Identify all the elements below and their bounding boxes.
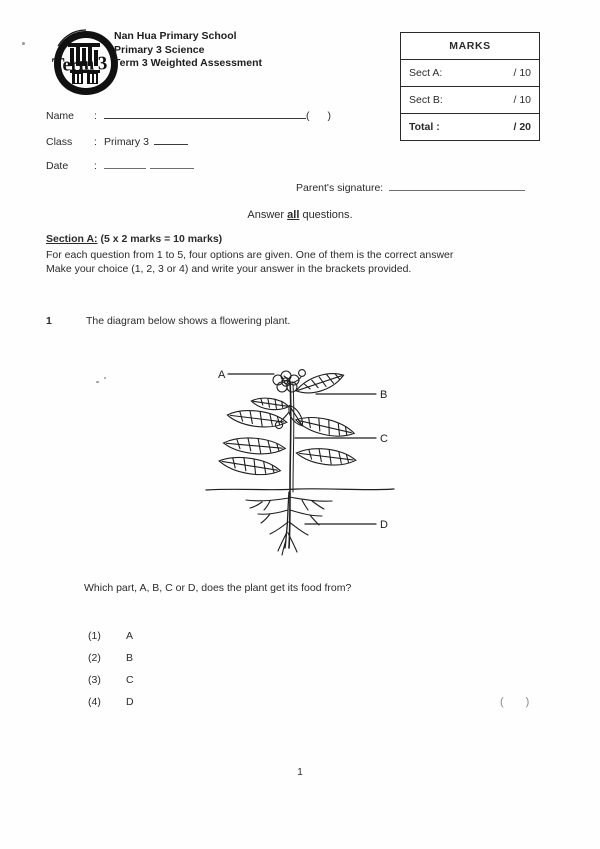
parent-signature-field: [296, 180, 525, 194]
total-label: Total :: [409, 121, 440, 133]
section-a-label: Section A:: [46, 233, 98, 245]
option-3-text: C: [126, 674, 134, 686]
date-label: Date: [46, 160, 69, 172]
sect-a-value: / 10: [483, 60, 539, 87]
sect-b-label: Sect B:: [401, 87, 484, 114]
option-4-text: D: [126, 696, 134, 708]
assessment-line: Term 3 Weighted Assessment: [114, 57, 263, 69]
name-bracket-open: (: [306, 110, 310, 122]
diagram-label-c: C: [380, 433, 388, 445]
class-label: Class: [46, 136, 73, 148]
name-blank-line[interactable]: [104, 108, 306, 119]
answer-all-emphasis: all: [287, 209, 300, 221]
table-row: [401, 114, 540, 141]
question-1-options: [88, 625, 166, 713]
option-1-text: A: [126, 630, 134, 642]
answer-all-suffix: questions.: [299, 209, 353, 221]
table-row: [401, 87, 540, 114]
diagram-label-a: A: [218, 369, 226, 381]
flowering-plant-diagram: [200, 352, 400, 557]
answer-bracket-open: (: [500, 696, 526, 708]
class-field: [46, 134, 188, 148]
scan-speck: [104, 377, 106, 379]
option-1[interactable]: [88, 625, 166, 647]
name-colon: :: [94, 110, 97, 122]
option-3[interactable]: [88, 669, 166, 691]
subject-line: Primary 3 Science: [114, 43, 205, 56]
name-bracket-close: ): [327, 110, 331, 122]
class-blank-line[interactable]: [154, 134, 188, 145]
option-2-text: B: [126, 652, 134, 664]
diagram-label-b: B: [380, 389, 388, 401]
scan-speck: [22, 42, 25, 45]
sect-b-value: / 10: [483, 87, 539, 114]
answer-bracket-close: ): [525, 696, 552, 708]
option-4-number: (4): [88, 696, 101, 708]
question-1-stem: The diagram below shows a flowering plant.: [86, 315, 291, 327]
section-a-marks: (5 x 2 marks = 10 marks): [97, 233, 223, 245]
date-blank-line-1[interactable]: [104, 158, 146, 169]
section-a-heading: [46, 233, 222, 245]
date-field: [46, 158, 194, 172]
school-heading: [114, 30, 374, 71]
page-number: 1: [297, 767, 303, 778]
question-1-number: 1: [46, 315, 52, 327]
option-2[interactable]: [88, 647, 166, 669]
answer-all-instruction: [0, 209, 600, 221]
marks-title-row: [401, 33, 540, 60]
term-stamp: Term 3: [51, 53, 108, 76]
option-4[interactable]: [88, 691, 166, 713]
parent-signature-line[interactable]: [389, 180, 525, 191]
question-1-answer-brackets[interactable]: [500, 696, 551, 708]
marks-table: [400, 32, 540, 141]
sect-a-label: Sect A:: [401, 60, 484, 87]
section-a-instructions: [46, 248, 546, 276]
instruction-line-1: For each question from 1 to 5, four options are given. One of them is the correct answer: [46, 249, 454, 261]
date-blank-line-2[interactable]: [150, 158, 194, 169]
option-1-number: (1): [88, 630, 101, 642]
name-label: Name: [46, 110, 75, 122]
instruction-line-2: Make your choice (1, 2, 3 or 4) and write your answer in the brackets provided.: [46, 263, 412, 275]
class-colon: :: [94, 136, 97, 148]
date-colon: :: [94, 160, 97, 172]
diagram-label-d: D: [380, 519, 388, 531]
parent-signature-label: Parent's signature:: [296, 182, 384, 194]
name-field: [46, 108, 331, 122]
marks-title: MARKS: [401, 33, 540, 60]
total-value: / 20: [513, 121, 531, 133]
option-2-number: (2): [88, 652, 101, 664]
scan-speck: [96, 381, 99, 383]
table-row: [401, 60, 540, 87]
answer-all-prefix: Answer: [247, 209, 288, 221]
question-1-ask: Which part, A, B, C or D, does the plant get its food from?: [84, 582, 352, 594]
school-name: Nan Hua Primary School: [114, 30, 237, 42]
option-3-number: (3): [88, 674, 101, 686]
class-value: Primary 3: [104, 136, 149, 148]
